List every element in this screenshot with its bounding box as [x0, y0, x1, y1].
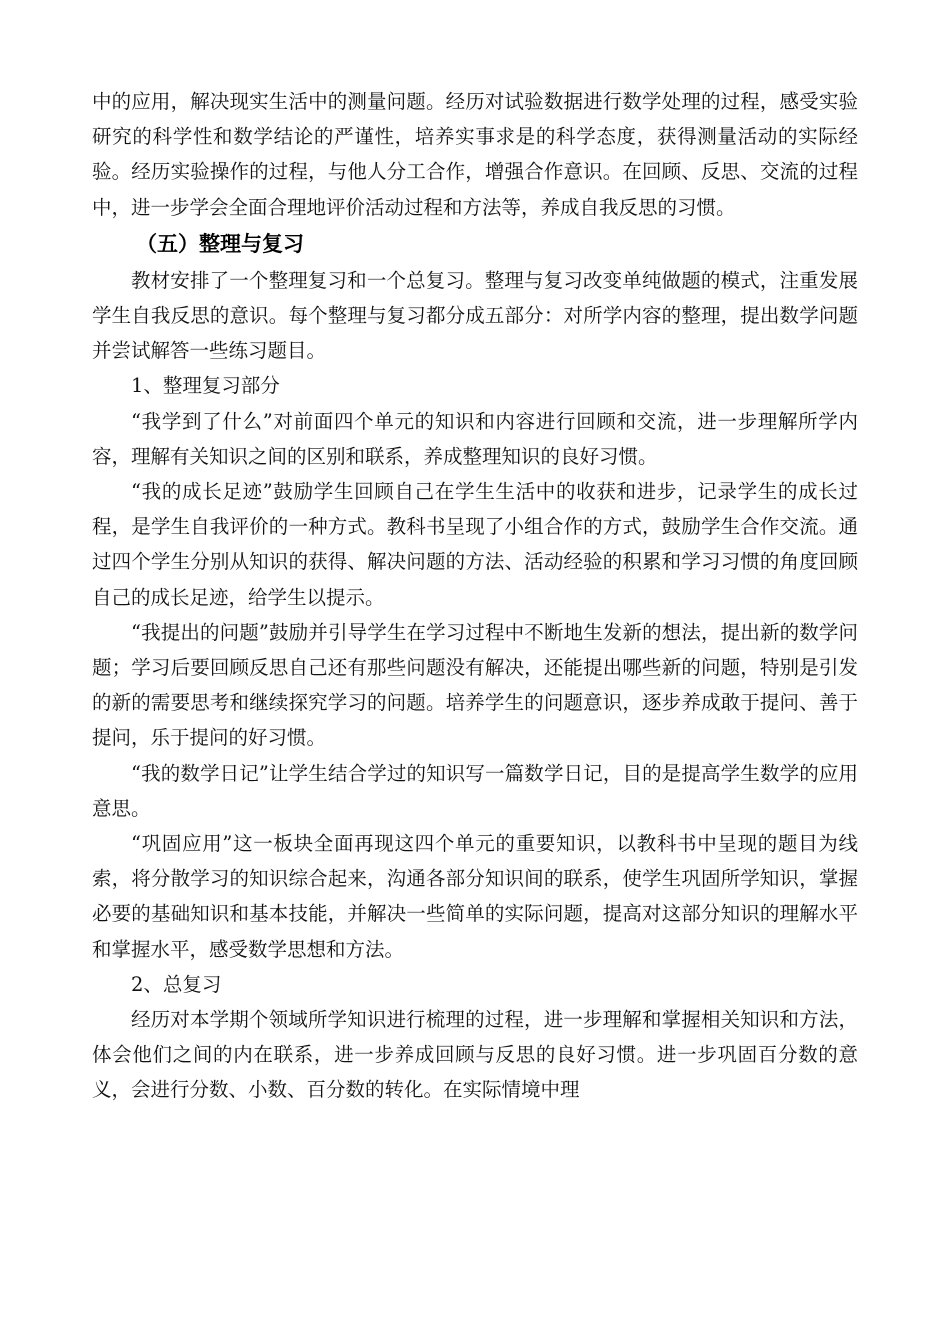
overview-paragraph: 教材安排了一个整理复习和一个总复习。整理与复习改变单纯做题的模式，注重发展学生自我反思的意识。每个整理与复习都分成五部分：对所学内容的整理，提出数学问题并尝试解答一些练习题目。	[92, 268, 858, 363]
final-review-paragraph: 经历对本学期个领域所学知识进行梳理的过程，进一步理解和掌握相关知识和方法，体会他们之间的内在联系，进一步养成回顾与反思的良好习惯。进一步巩固百分数的意义，会进行分数、小数、百分数的转化。在实际情境中理	[92, 1008, 858, 1102]
item-2-title: 2、总复习	[131, 972, 222, 996]
growth-paragraph: “我的成长足迹”鼓励学生回顾自己在学生生活中的收获和进步，记录学生的成长过程，是学生自我评价的一种方式。教科书呈现了小组合作的方式，鼓励学生合作交流。通过四个学生分别从知识的获得、解决问题的方法、活动经验的积累和学习习惯的角度回顾自己的成长足迹，给学生以提示。	[92, 480, 858, 609]
intro-paragraph: 中的应用，解决现实生活中的测量问题。经历对试验数据进行数学处理的过程，感受实验研究的科学性和数学结论的严谨性，培养实事求是的科学态度，获得测量活动的实际经验。经历实验操作的过程，与他人分工合作，增强合作意识。在回顾、反思、交流的过程中，进一步学会全面合理地评价活动过程和方法等，养成自我反思的习惯。	[92, 90, 858, 219]
section-heading: （五）整理与复习	[136, 231, 304, 256]
questions-paragraph: “我提出的问题”鼓励并引导学生在学习过程中不断地生发新的想法，提出新的数学问题；学习后要回顾反思自己还有那些问题没有解决，还能提出哪些新的问题，特别是引发的新的需要思考和继续探究学习的问题。培养学生的问题意识，逐步养成敢于提问、善于提问，乐于提问的好习惯。	[92, 620, 858, 750]
diary-paragraph: “我的数学日记”让学生结合学过的知识写一篇数学日记，目的是提高学生数学的应用意思。	[92, 761, 858, 820]
consolidate-paragraph: “巩固应用”这一板块全面再现这四个单元的重要知识，以教科书中呈现的题目为线索，将分散学习的知识综合起来，沟通各部分知识间的联系，使学生巩固所学知识，掌握必要的基础知识和基本技能，并解决一些简单的实际问题，提高对这部分知识的理解水平和掌握水平，感受数学思想和方法。	[92, 832, 858, 961]
learned-paragraph: “我学到了什么”对前面四个单元的知识和内容进行回顾和交流，进一步理解所学内容，理解有关知识之间的区别和联系，养成整理知识的良好习惯。	[92, 409, 858, 468]
item-1-title: 1、整理复习部分	[131, 374, 280, 398]
document-page	[92, 84, 858, 1108]
